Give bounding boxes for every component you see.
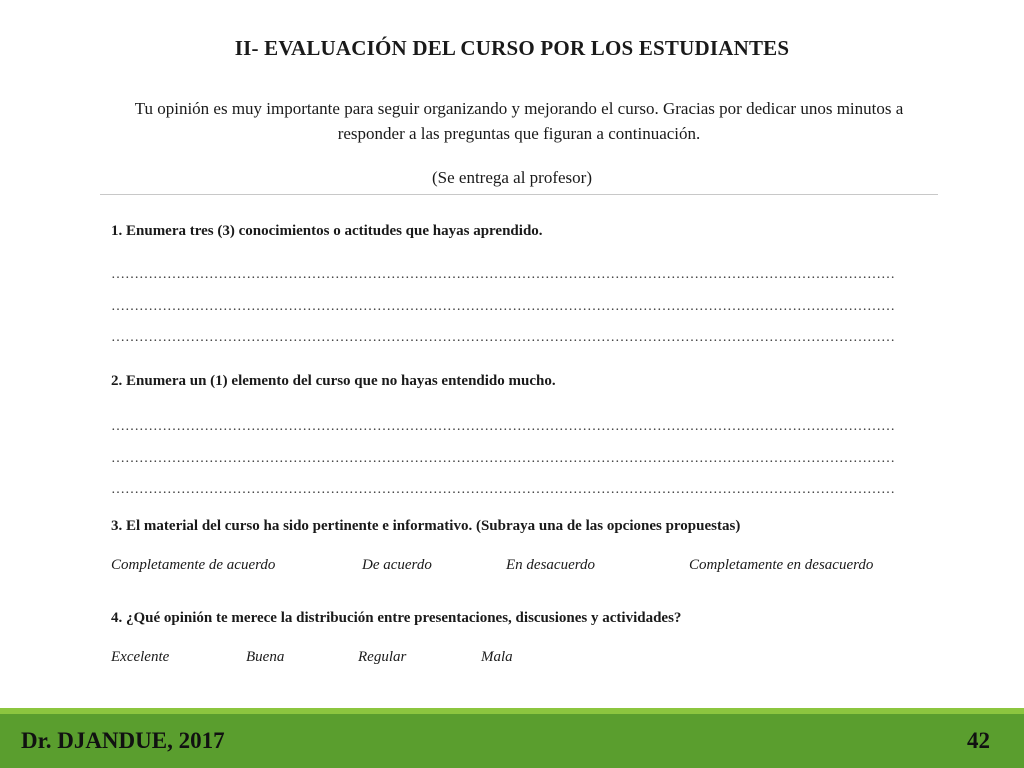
- question-3-text: 3. El material del curso ha sido pertinente e informativo. (Subraya una de las opciones propuestas): [111, 518, 741, 534]
- page-number: 42: [967, 728, 990, 753]
- option-disagree[interactable]: En desacuerdo: [506, 557, 596, 573]
- option-agree[interactable]: De acuerdo: [362, 557, 432, 573]
- answer-line-1-2[interactable]: ……………………………………………………………………………………………………………………………………………………: [111, 299, 895, 314]
- intro-text: Tu opinión es muy importante para seguir organizando y mejorando el curso. Gracias por dedicar unos minutos a responder a las preguntas que figuran a continuación.: [134, 99, 904, 143]
- answer-line-2-2[interactable]: ……………………………………………………………………………………………………………………………………………………: [111, 451, 895, 466]
- option-regular[interactable]: Regular: [358, 649, 407, 665]
- option-bad[interactable]: Mala: [481, 649, 513, 665]
- answer-line-2-3[interactable]: ……………………………………………………………………………………………………………………………………………………: [111, 482, 895, 497]
- option-completely-disagree[interactable]: Completamente en desacuerdo: [689, 557, 874, 573]
- page-title: II- EVALUACIÓN DEL CURSO POR LOS ESTUDIANTES: [234, 36, 790, 60]
- question-4-text: 4. ¿Qué opinión te merece la distribución entre presentaciones, discusiones y actividades?: [111, 610, 682, 626]
- answer-line-1-1[interactable]: ……………………………………………………………………………………………………………………………………………………: [111, 267, 895, 282]
- divider: [100, 194, 938, 195]
- delivery-note: (Se entrega al profesor): [431, 168, 592, 187]
- question-1-text: 1. Enumera tres (3) conocimientos o actitudes que hayas aprendido.: [111, 223, 543, 239]
- option-excellent[interactable]: Excelente: [111, 649, 170, 665]
- answer-line-2-1[interactable]: ……………………………………………………………………………………………………………………………………………………: [111, 419, 895, 434]
- footer-author: Dr. DJANDUE, 2017: [21, 728, 225, 753]
- answer-line-1-3[interactable]: ……………………………………………………………………………………………………………………………………………………: [111, 330, 895, 345]
- option-good[interactable]: Buena: [246, 649, 285, 665]
- option-completely-agree[interactable]: Completamente de acuerdo: [111, 557, 276, 573]
- question-2-text: 2. Enumera un (1) elemento del curso que no hayas entendido mucho.: [111, 373, 556, 389]
